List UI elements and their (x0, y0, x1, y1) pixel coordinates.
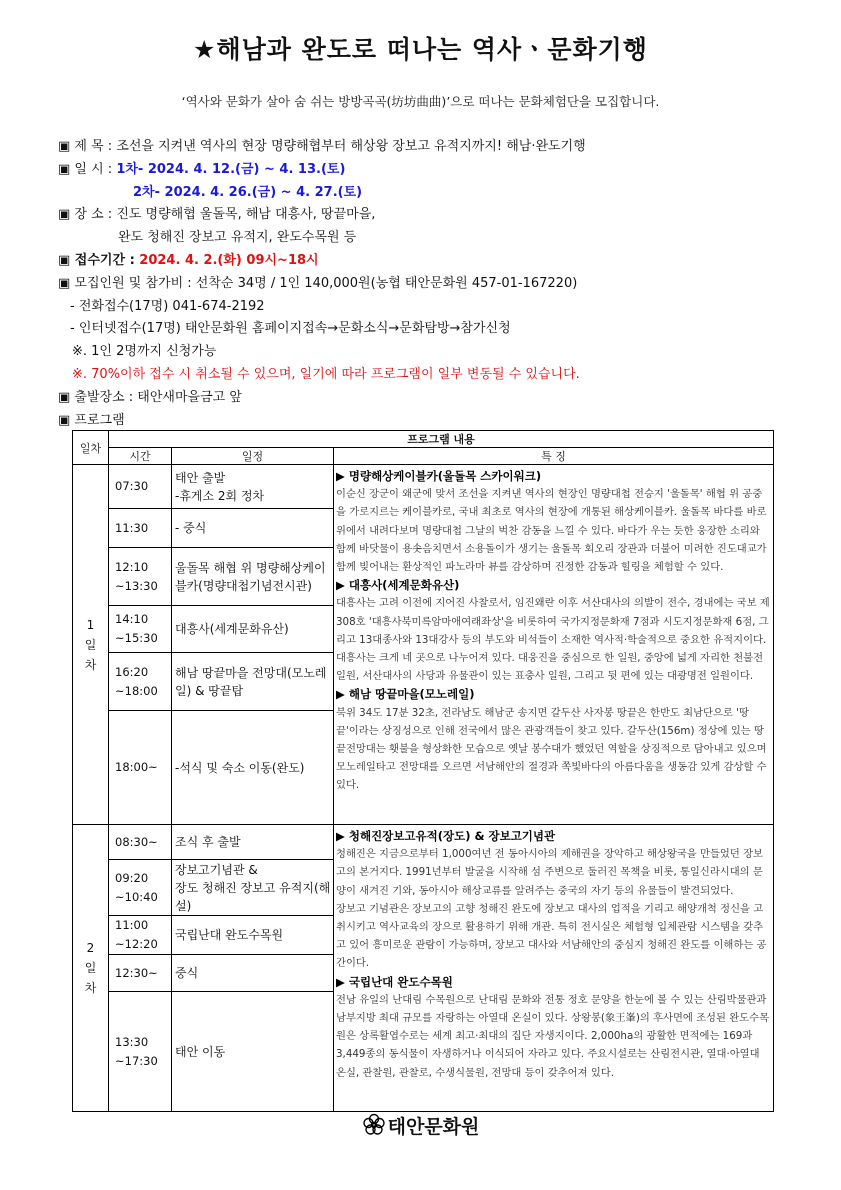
note-2: ※. 70%이하 접수 시 취소될 수 있으며, 일기에 따라 프로그램이 일부 변동될 수 있습니다. (72, 366, 580, 382)
page-title: ★해남과 완도로 떠나는 역사ㆍ문화기행 (193, 35, 648, 64)
time-cell: 07:30 (109, 465, 172, 509)
day-1-label: 1 일 차 (73, 465, 109, 825)
feature-text: 북위 34도 17분 32초, 전라남도 해남군 송지면 갈두산 사자봉 땅끝은 한반도 최남단으로 '땅끝'이라는 상징성으로 인해 전국에서 많은 관광객들이 찾고 있다. 갈두산(156m) 정상에 있는 땅끝전망대는 횃불을 형상화한 모습으로 옛날 봉수대가 했었던 역할을 상징적으로 담아내고 있으며 모노레일타고 전망대를 오르면 서남해안의 절경과 쪽빛바다의 아름다움을 생동감 있게 감상할 수 있다. (336, 706, 767, 792)
schedule-cell: 국립난대 완도수목원 (172, 916, 334, 955)
schedule-cell: 장보고기념관 & 장도 청해진 장보고 유적지(해설) (172, 860, 334, 916)
program-table (72, 430, 774, 1112)
day-1-features (334, 465, 774, 825)
feature-heading: ▶ 해남 땅끝마을(모노레일) (336, 687, 475, 702)
feature-heading: ▶ 국립난대 완도수목원 (336, 974, 453, 989)
day-2-label: 2 일 차 (73, 825, 109, 1112)
internet-row: - 인터넷접수(17명) 태안문화원 홈페이지접속→문화소식→문화탐방→참가신청 (70, 321, 511, 337)
schedule-cell: - 중식 (172, 509, 334, 548)
time-cell: 12:30~ (109, 955, 172, 992)
header-time: 시간 (109, 448, 172, 465)
feature-text: 이순신 장군이 왜군에 맞서 조선을 지켜낸 역사의 현장인 명량대첩 전승지 '울돌목' 해협 위 공중을 가로지르는 케이블카로, 국내 최초로 역사의 현장에 개통된 해상케이블카. 울돌목 바다를 바로 위에서 내려다보며 명량대첩 그날의 벅찬 감동을 느낄 수 있다. 바다가 우는 듯한 웅장한 소리와 함께 바닷물이 용솟음치면서 소용돌이가 생기는 울돌목 회오리 장관과 더불어 미려한 진도대교가 함께 빚어내는 환상적인 파노라마 뷰를 감상하며 진정한 감동과 힐링을 체험할 수 있다. (336, 488, 767, 574)
header-content: 프로그램 내용 (109, 431, 774, 448)
time-cell: 18:00~ (109, 711, 172, 825)
header-sched: 일정 (172, 448, 334, 465)
subject-text: 조선을 지켜낸 역사의 현장 명량해협부터 해상왕 장보고 유적지까지! 해남·완도기행 (116, 139, 586, 154)
footer-text: 태안문화원 (387, 1116, 480, 1138)
time-cell: 08:30~ (109, 825, 172, 860)
place-row: ▣ 장 소 : 진도 명량해협 울돌목, 해남 대흥사, 땅끝마을, (58, 207, 376, 223)
reg-period: 2024. 4. 2.(화) 09시~18시 (139, 252, 319, 268)
time-cell: 11:30 (109, 509, 172, 548)
subject-row: ▣ 제 목 : 조선을 지켜낸 역사의 현장 명량해협부터 해상왕 장보고 유적지까지! 해남·완도기행 (58, 139, 586, 154)
program-label: ▣ 프로그램 (58, 412, 125, 428)
phone-row: - 전화접수(17명) 041-674-2192 (70, 298, 265, 314)
schedule-cell: 중식 (172, 955, 334, 992)
info-section (58, 136, 798, 432)
schedule-cell: -석식 및 숙소 이동(완도) (172, 711, 334, 825)
date-2: 2차- 2024. 4. 26.(금) ~ 4. 27.(토) (133, 184, 363, 200)
feature-text: 대흥사는 고려 이전에 지어진 사찰로서, 임진왜란 이후 서산대사의 의발이 전수, 경내에는 국보 제308호 '대흥사북미륵암마애여래좌상'을 비롯하여 국가지정문화재 7점과 시도지정문화재 6점, 그리고 13대종사와 13대강사 등의 부도와 비석들이 소재한 역사적·학술적으로 중요한 유적지이다. 대흥사는 크게 네 곳으로 나누어져 있다. 대웅진을 중심으로 한 일원, 중앙에 넓게 자리한 천불전 일원, 서산대사의 사당과 유물관이 있는 표충사 일원, 그리고 뒷 편에 있는 대광명전 일원이다. (336, 597, 770, 683)
date-row-2 (58, 182, 798, 205)
feature-heading: ▶ 대흥사(세계문화유산) (336, 578, 460, 593)
time-cell: 13:30 ~17:30 (109, 992, 172, 1112)
depart-row: ▣ 출발장소 : 태안새마을금고 앞 (58, 389, 242, 405)
place-row-2 (58, 227, 798, 250)
schedule-cell: 태안 이동 (172, 992, 334, 1112)
footer-org (0, 1112, 841, 1142)
place-2: 완도 청해진 장보고 유적지, 완도수목원 등 (118, 230, 357, 246)
time-cell: 14:10 ~15:30 (109, 606, 172, 653)
schedule-cell: 울돌목 해협 위 명량해상케이블카(명량대첩기념전시관) (172, 548, 334, 606)
date-row: ▣ 일 시 : 1차- 2024. 4. 12.(금) ~ 4. 13.(토) (58, 161, 346, 177)
note-1: ※. 1인 2명까지 신청가능 (72, 344, 217, 360)
schedule-cell: 조식 후 출발 (172, 825, 334, 860)
reg-row: ▣ 접수기간 : 2024. 4. 2.(화) 09시~18시 (58, 252, 319, 268)
date-1: 1차- 2024. 4. 12.(금) ~ 4. 13.(토) (116, 161, 346, 177)
schedule-cell: 태안 출발 -휴게소 2회 정차 (172, 465, 334, 509)
time-cell: 09:20 ~10:40 (109, 860, 172, 916)
time-cell: 16:20 ~18:00 (109, 653, 172, 711)
day-2-features (334, 825, 774, 1112)
feature-text: 청해진은 지금으로부터 1,000여년 전 동아시아의 제해권을 장악하고 해상왕국을 만들었던 장보고의 본거지다. 1991년부터 발굴을 시작해 섬 주변으로 둘러진 목책을 비롯, 통일신라시대의 문양이 새겨진 기와, 동아시아 해상교류를 알려주는 중국의 자기 등의 유물들이 발견되었다. (336, 848, 763, 897)
schedule-cell: 해남 땅끝마을 전망대(모노레일) & 땅끝탑 (172, 653, 334, 711)
flower-logo-icon (362, 1113, 386, 1142)
feature-text: 장보고 기념관은 장보고의 고향 청해진 완도에 장보고 대사의 업적을 기리고 해양개척 정신을 고취시키고 역사교육의 장으로 활용하기 위해 개관. 특히 전시실은 체험형 입체관람 시스템을 갖추고 있어 흥미로운 관람이 가능하며, 장보고 대사와 서남해안의 중심지 청해진 완도를 이해하는 공간이다. (336, 902, 767, 970)
place-1: 진도 명량해협 울돌목, 해남 대흥사, 땅끝마을, (116, 207, 376, 223)
time-cell: 11:00 ~12:20 (109, 916, 172, 955)
header-feat: 특 징 (334, 448, 774, 465)
header-day: 일차 (73, 431, 109, 465)
feature-text: 전남 유일의 난대림 수목원으로 난대림 문화와 전통 정호 문양을 한눈에 볼 수 있는 산림박물관과 남부지방 최대 규모를 자랑하는 아열대 온실이 있다. 상왕봉(象王峯)의 후사면에 조성된 완도수목원은 상록활엽수로는 세계 최고·최대의 집단 자생지이다. 2,000ha의 광활한 면적에는 169과 3,449종의 동식물이 자생하거나 이식되어 자라고 있다. 주요시설로는 산림전시관, 열대·아열대 온실, 관찰원, 관찰로, 수생식물원, 전망대 등이 갖추어져 있다. (336, 993, 770, 1079)
subtitle: ‘역사와 문화가 살아 숨 쉬는 방방곡곡(坊坊曲曲)’으로 떠나는 문화체험단을 모집합니다. (181, 94, 660, 109)
time-cell: 12:10 ~13:30 (109, 548, 172, 606)
feature-heading: ▶ 명량해상케이블카(울돌목 스카이워크) (336, 469, 542, 483)
schedule-cell: 대흥사(세계문화유산) (172, 606, 334, 653)
recruit-row: ▣ 모집인원 및 참가비 : 선착순 34명 / 1인 140,000원(농협 태안문화원 457-01-167220) (58, 275, 578, 291)
feature-heading: ▶ 청해진장보고유적(장도) & 장보고기념관 (336, 829, 556, 843)
